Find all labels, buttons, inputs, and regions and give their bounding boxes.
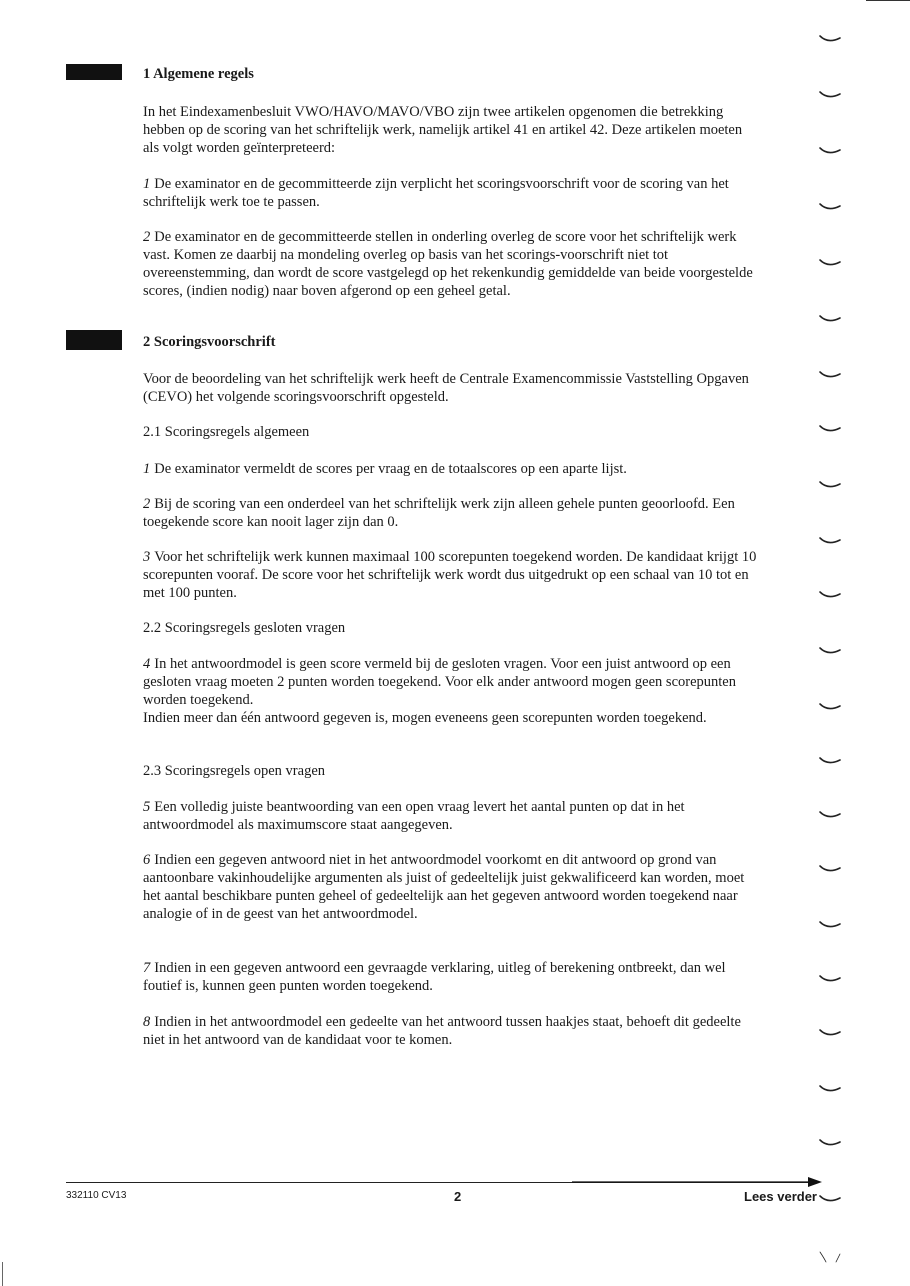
intro-paragraph: Voor de beoordeling van het schriftelijk werk heeft de Centrale Examencommissie Vaststelling Opgaven (CEVO) het volgende scoringsvoorschrift opgesteld.	[143, 371, 749, 405]
rule-2-8	[143, 1013, 758, 1049]
arrow-right-icon	[572, 1176, 822, 1190]
rule-text: Indien een gegeven antwoord niet in het antwoordmodel voorkomt en dit antwoord op grond van aantoonbare vakinhoudelijke argumenten als juist of gedeeltelijk juist gekwalificeerd kan worden, moet het aantal beschikbare punten geheel of gedeeltelijk aan het gegeven antwoord worden toegekend naar analogie of in de geest van het antwoordmodel.	[143, 852, 745, 922]
continue-label: Lees verder	[744, 1189, 817, 1204]
rule-number: 7	[143, 960, 151, 976]
rule-text: De examinator en de gecommitteerde zijn verplicht het scoringsvoorschrift voor de scoring van het schriftelijk werk toe te passen.	[143, 176, 729, 210]
intro-paragraph: In het Eindexamenbesluit VWO/HAVO/MAVO/VBO zijn twee artikelen opgenomen die betrekking hebben op de scoring van het schriftelijk werk, namelijk artikel 41 en artikel 42. Deze artikelen moeten als volgt worden geïnterpreteerd:	[143, 104, 743, 156]
rule-text: Een volledig juiste beantwoording van een open vraag levert het aantal punten op dat in het antwoordmodel als maximumscore staat aangegeven.	[143, 799, 685, 833]
rule-2-7	[143, 959, 758, 995]
exam-code: 332110 CV13	[66, 1190, 127, 1201]
section-2-intro	[143, 370, 758, 406]
rule-1-2	[143, 228, 758, 300]
rule-2-4	[143, 655, 758, 727]
rule-text: De examinator en de gecommitteerde stellen in onderling overleg de score voor het schriftelijk werk vast. Komen ze daarbij na mondeling overleg op basis van het scorings-voorschrift niet tot overeenstemming, dan wordt de score vastgelegd op het rekenkundig gemiddelde van beide voorgestelde scores, (indien nodig) naar boven afgerond op een geheel getal.	[143, 229, 753, 299]
rule-number: 4	[143, 656, 151, 672]
rule-number: 8	[143, 1014, 151, 1030]
margin-hook-marks	[812, 0, 852, 1286]
section-marker-bar	[66, 64, 122, 80]
rule-2-3	[143, 548, 758, 602]
section-1-intro	[143, 103, 758, 157]
rule-number: 1	[143, 461, 151, 477]
rule-1-1	[143, 175, 758, 211]
rule-2-5	[143, 798, 758, 834]
rule-text: Indien in het antwoordmodel een gedeelte van het antwoord tussen haakjes staat, behoeft dit gedeelte niet in het antwoord van de kandidaat voor te komen.	[143, 1014, 741, 1048]
rule-number: 2	[143, 229, 151, 245]
rule-2-6	[143, 851, 758, 923]
rule-text: Indien in een gegeven antwoord een gevraagde verklaring, uitleg of berekening ontbreekt, dan wel foutief is, kunnen geen punten worden toegekend.	[143, 960, 726, 994]
edge-mark	[2, 1262, 3, 1286]
rule-number: 1	[143, 176, 151, 192]
subsection-2-3: 2.3 Scoringsregels open vragen	[143, 763, 326, 779]
rule-2-2	[143, 495, 758, 531]
rule-text: De examinator vermeldt de scores per vraag en de totaalscores op een aparte lijst.	[154, 461, 627, 477]
subsection-2-1: 2.1 Scoringsregels algemeen	[143, 424, 310, 440]
section-2-heading: 2 Scoringsvoorschrift	[143, 334, 276, 350]
rule-2-1	[143, 460, 758, 478]
rule-text: Bij de scoring van een onderdeel van het schriftelijk werk zijn alleen gehele punten geoorloofd. Een toegekende score kan nooit lager zijn dan 0.	[143, 496, 735, 530]
section-marker-bar	[66, 330, 122, 350]
rule-text-continued: Indien meer dan één antwoord gegeven is, mogen eveneens geen scorepunten worden toegekend.	[143, 710, 707, 726]
rule-number: 2	[143, 496, 151, 512]
page-number: 2	[454, 1189, 462, 1204]
rule-text: In het antwoordmodel is geen score vermeld bij de gesloten vragen. Voor een juist antwoord op een gesloten vraag moeten 2 punten worden toegekend. Voor elk ander antwoord mogen geen scorepunten worden toegekend.	[143, 656, 736, 708]
section-1-heading: 1 Algemene regels	[143, 66, 254, 82]
top-rule	[866, 0, 910, 1]
rule-number: 6	[143, 852, 151, 868]
rule-number: 5	[143, 799, 151, 815]
rule-number: 3	[143, 549, 151, 565]
rule-text: Voor het schriftelijk werk kunnen maximaal 100 scorepunten toegekend worden. De kandidaat krijgt 10 scorepunten vooraf. De score voor het schriftelijk werk wordt dus uitgedrukt op een schaal van 10 tot en met 100 punten.	[143, 549, 757, 601]
subsection-2-2: 2.2 Scoringsregels gesloten vragen	[143, 620, 346, 636]
